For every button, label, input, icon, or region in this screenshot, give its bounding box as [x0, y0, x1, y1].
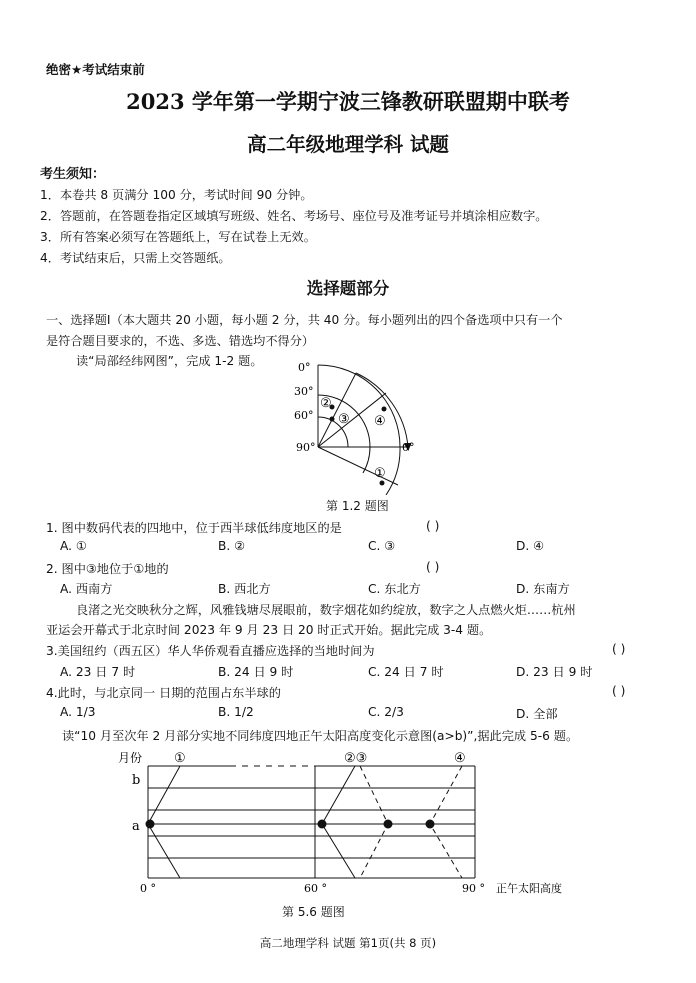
fig56-ylabel: 月份 [118, 751, 143, 765]
q3-option-a: A. 23 日 7 时 [60, 665, 136, 679]
q1-option-b: B. ② [218, 539, 246, 553]
secret-mark: 绝密★考试结束前 [46, 62, 145, 77]
passage-34-line1: 良渚之光交映秋分之辉，风雅钱塘尽展眼前，数字烟花如约绽放，数字之人点燃火炬……杭州 [76, 603, 576, 617]
fig56-ytick-a: a [132, 819, 140, 834]
page-footer: 高二地理学科 试题 第1页(共 8 页) [259, 936, 437, 950]
fig56-xtick-60: 60 ° [304, 882, 327, 895]
fig56-xtick-90: 90 ° [462, 882, 485, 895]
series-2-dot [318, 820, 327, 829]
q3-option-b: B. 24 日 9 时 [218, 665, 294, 679]
lon-0-label: 0° [402, 441, 415, 454]
lat-0-label: 0° [298, 361, 311, 374]
q3-option-c: C. 24 日 7 时 [368, 665, 444, 679]
meridian-ray-3 [318, 447, 398, 485]
notice-item-4: 4．考试结束后，只需上交答题纸。 [40, 251, 231, 265]
notice-heading: 考生须知： [40, 167, 106, 182]
q2-option-b: B. 西北方 [218, 582, 271, 596]
series-2-line [322, 766, 355, 878]
graticule-figure [290, 355, 420, 495]
series-1-dot [146, 820, 155, 829]
point-4-label: ④ [374, 414, 386, 429]
part1-intro-line1: 一、选择题Ⅰ（本大题共 20 小题，每小题 2 分，共 40 分。每小题列出的四个备选项中只有一个 [46, 313, 563, 327]
q1-option-d: D. ④ [516, 539, 545, 553]
series-4-label: ④ [454, 751, 466, 766]
q4-option-c: C. 2/3 [368, 705, 404, 719]
point-2-label: ② [320, 396, 332, 411]
fig12-caption: 第 1.2 题图 [326, 499, 389, 513]
series-23-label: ②③ [344, 751, 368, 766]
q4-stem: 4.此时，与北京同一 日期的范围占东半球的 [46, 686, 281, 700]
point-4-dot [382, 407, 387, 412]
notice-item-2: 2．答题前，在答题卷指定区域填写班级、姓名、考场号、座位号及准考证号并填涂相应数字。 [40, 209, 548, 223]
lat-90-label: 90° [296, 441, 316, 454]
series-1-label: ① [174, 751, 186, 766]
point-1-label: ① [374, 466, 386, 481]
point-3-dot [330, 417, 335, 422]
q2-option-c: C. 东北方 [368, 582, 421, 596]
q2-stem: 2. 图中③地位于①地的 [46, 562, 169, 576]
exam-title: 2023 学年第一学期宁波三锋教研联盟期中联考 [126, 89, 570, 114]
notice-item-1: 1．本卷共 8 页满分 100 分，考试时间 90 分钟。 [40, 188, 313, 202]
q1-option-c: C. ③ [368, 539, 396, 553]
read-fig12-instruction: 读“局部经纬网图”，完成 1-2 题。 [76, 354, 263, 368]
outer-arc-lower [386, 447, 400, 495]
series-4-dot [426, 820, 435, 829]
fig56-caption: 第 5.6 题图 [282, 905, 345, 919]
point-3-label: ③ [338, 412, 350, 427]
q2-answer-paren: ( ) [426, 560, 440, 574]
q4-option-d: D. 全部 [516, 707, 558, 721]
exam-subtitle: 高二年级地理学科 试题 [247, 133, 449, 156]
q4-option-b: B. 1/2 [218, 705, 254, 719]
fig56-xlabel: 正午太阳高度 [496, 882, 562, 895]
part1-intro-line2: 是符合题目要求的，不选、多选、错选均不得分） [46, 334, 315, 348]
series-3-line [360, 766, 388, 878]
q1-answer-paren: ( ) [426, 519, 440, 533]
point-1-dot [380, 481, 385, 486]
passage-34-line2: 亚运会开幕式于北京时间 2023 年 9 月 23 日 20 时正式开始。据此完成 3-4 题。 [46, 623, 492, 637]
section-title: 选择题部分 [306, 279, 390, 298]
sun-altitude-figure [100, 748, 590, 898]
series-4-line [430, 766, 462, 878]
lat-30-label: 30° [294, 385, 314, 398]
q4-answer-paren: ( ) [612, 684, 626, 698]
q2-option-d: D. 东南方 [516, 582, 570, 596]
q1-option-a: A. ① [60, 539, 87, 553]
q3-answer-paren: ( ) [612, 642, 626, 656]
notice-item-3: 3．所有答案必须写在答题纸上，写在试卷上无效。 [40, 230, 316, 244]
read-fig56-instruction: 读“10 月至次年 2 月部分实地不同纬度四地正午太阳高度变化示意图(a>b)”,据此完成 5-6 题。 [62, 729, 579, 743]
q4-option-a: A. 1/3 [60, 705, 96, 719]
q3-option-d: D. 23 日 9 时 [516, 665, 593, 679]
fig56-xtick-0: 0 ° [140, 882, 156, 895]
lat-60-label: 60° [294, 409, 314, 422]
q1-stem: 1. 图中数码代表的四地中，位于西半球低纬度地区的是 [46, 521, 342, 535]
q3-stem: 3.美国纽约（西五区）华人华侨观看直播应选择的当地时间为 [46, 644, 375, 658]
fig56-ytick-b: b [132, 773, 141, 788]
series-3-dot [384, 820, 393, 829]
q2-option-a: A. 西南方 [60, 582, 113, 596]
